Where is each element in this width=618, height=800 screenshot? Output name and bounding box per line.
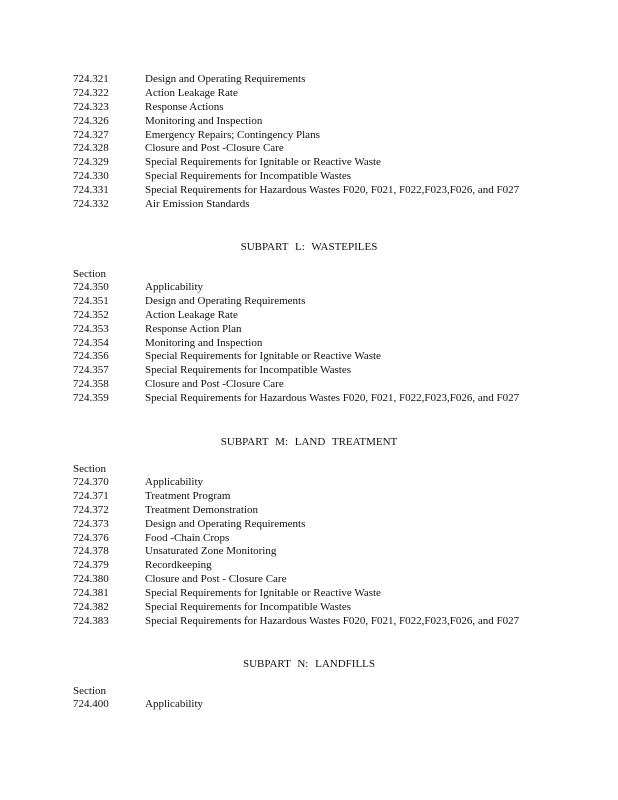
section-title: Response Action Plan — [145, 322, 242, 335]
section-number: 724.380 — [73, 573, 109, 586]
toc-entry — [73, 115, 533, 129]
section-number: 724.370 — [73, 476, 109, 488]
section-title: Air Emission Standards — [145, 198, 250, 211]
section-number: 724.379 — [73, 559, 109, 572]
toc-entry — [73, 295, 533, 309]
section-number: 724.359 — [73, 392, 109, 405]
section-number: 724.354 — [73, 336, 109, 349]
toc-entry — [73, 532, 533, 546]
section-title: Special Requirements for Incompatible Wastes — [145, 170, 352, 183]
toc-entry — [73, 129, 533, 143]
section-number: 724.383 — [73, 614, 109, 627]
section-number: 724.321 — [73, 73, 109, 85]
section-number: 724.357 — [73, 364, 109, 377]
section-title: Special Requirements for Incompatible Wastes — [145, 601, 352, 614]
toc-entry — [73, 198, 533, 212]
toc-entry — [73, 559, 533, 573]
section-title: Special Requirements for Hazardous Wastes F020, F021, F022,F023,F026, and F027 — [145, 392, 520, 405]
section-number: 724.352 — [73, 308, 109, 321]
section-number: 724.400 — [73, 698, 109, 710]
section-title: Applicability — [145, 281, 204, 293]
toc-entry — [73, 309, 533, 323]
section-number: 724.328 — [73, 142, 109, 155]
section-number: 724.372 — [73, 503, 109, 516]
section-title: Action Leakage Rate — [145, 308, 238, 321]
section-title: Monitoring and Inspection — [145, 114, 263, 127]
toc-entry — [73, 378, 533, 392]
toc-entry — [73, 142, 533, 156]
section-title: Closure and Post -Closure Care — [145, 142, 284, 155]
toc-entry — [73, 545, 533, 559]
section-title: Recordkeeping — [145, 559, 212, 572]
toc-entry — [73, 323, 533, 337]
toc-entry — [73, 337, 533, 351]
section-title: Action Leakage Rate — [145, 86, 238, 99]
section-number: 724.378 — [73, 545, 109, 558]
section-title: Special Requirements for Ignitable or Reactive Waste — [145, 350, 381, 363]
toc-entry — [73, 518, 533, 532]
section-number: 724.381 — [73, 587, 109, 600]
section-number: 724.356 — [73, 350, 109, 363]
section-label: Section — [73, 685, 106, 697]
section-number: 724.382 — [73, 601, 109, 614]
toc-entry — [73, 601, 533, 615]
toc-entry — [73, 364, 533, 378]
section-number: 724.322 — [73, 86, 109, 99]
toc-entry — [73, 101, 533, 115]
section-title: Applicability — [145, 476, 204, 488]
section-title: Treatment Demonstration — [145, 503, 258, 516]
section-title: Closure and Post -Closure Care — [145, 378, 284, 391]
toc-entry — [73, 504, 533, 518]
section-title: Unsaturated Zone Monitoring — [145, 545, 277, 558]
section-label: Section — [73, 268, 106, 280]
section-title: Design and Operating Requirements — [145, 73, 306, 85]
section-title: Treatment Program — [145, 489, 231, 502]
section-number: 724.353 — [73, 322, 109, 335]
section-number: 724.358 — [73, 378, 109, 391]
section-title: Monitoring and Inspection — [145, 336, 263, 349]
section-number: 724.351 — [73, 294, 109, 307]
section-list-2 — [73, 267, 533, 406]
section-list-3 — [73, 462, 533, 629]
section-title: Design and Operating Requirements — [145, 517, 306, 530]
toc-entry — [73, 698, 533, 712]
toc-entry — [73, 573, 533, 587]
section-number: 724.332 — [73, 198, 109, 211]
section-number: 724.371 — [73, 489, 109, 502]
section-number: 724.373 — [73, 517, 109, 530]
section-title: Design and Operating Requirements — [145, 294, 306, 307]
section-title: Special Requirements for Incompatible Wastes — [145, 364, 352, 377]
toc-entry — [73, 156, 533, 170]
section-number: 724.350 — [73, 281, 109, 293]
toc-entry — [73, 476, 533, 490]
section-title: Special Requirements for Ignitable or Reactive Waste — [145, 156, 381, 169]
section-number: 724.330 — [73, 170, 109, 183]
section-title: Food -Chain Crops — [145, 531, 230, 544]
section-number: 724.323 — [73, 100, 109, 113]
subpart-heading: SUBPART M: LAND TREATMENT — [220, 436, 398, 448]
subpart-heading: SUBPART L: WASTEPILES — [240, 241, 378, 253]
section-title: Emergency Repairs; Contingency Plans — [145, 128, 320, 141]
section-title: Applicability — [145, 698, 204, 710]
subpart-heading: SUBPART N: LANDFILLS — [242, 658, 376, 670]
section-number: 724.327 — [73, 128, 109, 141]
section-title: Special Requirements for Hazardous Wastes F020, F021, F022,F023,F026, and F027 — [145, 184, 520, 197]
toc-entry — [73, 615, 533, 629]
section-title: Special Requirements for Ignitable or Reactive Waste — [145, 587, 381, 600]
toc-entry — [73, 490, 533, 504]
toc-entry — [73, 184, 533, 198]
section-title: Special Requirements for Hazardous Wastes F020, F021, F022,F023,F026, and F027 — [145, 614, 520, 627]
toc-entry — [73, 87, 533, 101]
toc-entry — [73, 587, 533, 601]
section-title: Response Actions — [145, 100, 224, 113]
toc-entry — [73, 350, 533, 364]
section-number: 724.331 — [73, 184, 109, 197]
section-title: Closure and Post - Closure Care — [145, 573, 287, 586]
toc-entry — [73, 281, 533, 295]
section-number: 724.376 — [73, 531, 109, 544]
section-list-4 — [73, 684, 533, 712]
toc-entry — [73, 73, 533, 87]
toc-entry — [73, 392, 533, 406]
section-number: 724.326 — [73, 114, 109, 127]
toc-entry — [73, 170, 533, 184]
section-label: Section — [73, 463, 106, 475]
section-number: 724.329 — [73, 156, 109, 169]
section-list-1 — [73, 73, 533, 212]
